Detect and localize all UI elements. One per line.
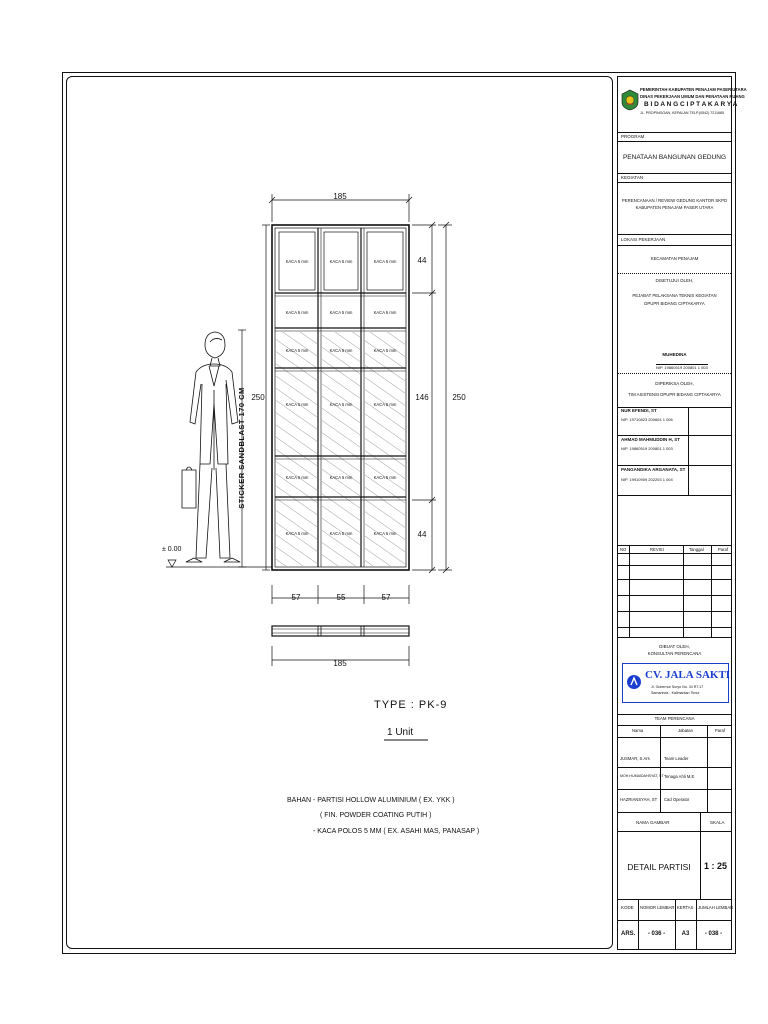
disetujui-label: DISETUJUI OLEH, bbox=[655, 278, 694, 283]
dimension-width-top-label: 185 bbox=[333, 192, 347, 201]
glass-label: KACA 5 mm bbox=[373, 259, 397, 264]
glass-label: KACA 5 mm bbox=[285, 348, 309, 353]
level-marker-icon bbox=[168, 560, 176, 567]
gov-line-1: PEMERINTAH KABUPATEN PENAJAM PASER UTARA bbox=[640, 87, 747, 92]
diperiksa-label: DIPERIKSA OLEH, bbox=[655, 381, 694, 386]
revision-col-no: NO bbox=[620, 547, 627, 552]
human-figure-icon bbox=[182, 332, 240, 562]
dimension-middle-label: 146 bbox=[415, 393, 429, 402]
team-col-jabatan: Jabatan bbox=[678, 728, 693, 733]
dibuat-label: DIBUAT OLEH, bbox=[659, 644, 690, 649]
dimension-height-left-label: 250 bbox=[251, 393, 265, 402]
pejabat-nip: NIP. 19860519 200801 1 003 bbox=[656, 365, 708, 370]
glass-label: KACA 5 mm bbox=[373, 348, 397, 353]
company-logo-box bbox=[622, 663, 729, 703]
level-label: ± 0.00 bbox=[162, 546, 182, 553]
regency-emblem-icon bbox=[621, 89, 639, 111]
dimension-top-row-label: 44 bbox=[417, 256, 427, 265]
team-1-name: JUSMAR, S.Ars bbox=[620, 756, 650, 761]
company-address-2: Samarinda - Kalimantan Timur bbox=[651, 691, 700, 695]
glass-label: KACA 5 mm bbox=[329, 259, 353, 264]
pejabat-line-2: DPUPR BIDANG CIPTAKARYA bbox=[644, 301, 705, 306]
dimension-col1-label: 57 bbox=[291, 593, 301, 602]
revision-col-revisi: REVISI bbox=[650, 547, 664, 552]
material-line-3: - KACA POLOS 5 MM ( EX. ASAHI MAS, PANASAP ) bbox=[313, 828, 480, 835]
lokasi-value: KECAMATAN PENAJAM bbox=[650, 256, 699, 261]
team-1-role: Team Leader bbox=[664, 756, 689, 761]
konsultan-label: KONSULTAN PERENCANA bbox=[647, 651, 702, 656]
glass-label: KACA 5 mm bbox=[329, 475, 353, 480]
glass-label: KACA 5 mm bbox=[329, 531, 353, 536]
partition-plan-section bbox=[272, 626, 409, 636]
nama-gambar-value: DETAIL PARTISI bbox=[627, 862, 691, 872]
jumlah-lembar-value: - 038 - bbox=[704, 931, 723, 937]
pejabat-line-1: PEJABAT PELAKSANA TEKNIS KEGIATAN bbox=[632, 293, 717, 298]
glass-label: KACA 5 mm bbox=[373, 402, 397, 407]
checker-3-nip: NIP. 19910909 202203 1 004 bbox=[621, 477, 673, 482]
unit-label: 1 Unit bbox=[387, 727, 414, 738]
kode-value: ARS. bbox=[621, 931, 636, 937]
team-2-role: Tenaga Ahli M.E bbox=[664, 774, 695, 779]
company-address-1: Jl. Gubernur Suryo No. 34 RT.17 bbox=[651, 685, 704, 689]
glass-label: KACA 5 mm bbox=[285, 475, 309, 480]
glass-label: KACA 5 mm bbox=[373, 531, 397, 536]
nama-gambar-label: NAMA GAMBAR bbox=[636, 820, 670, 825]
tim-asistensi-label: TIM ASISTENSI DPUPR BIDANG CIPTAKARYA bbox=[628, 392, 721, 397]
material-line-1: - PARTISI HOLLOW ALUMINIUM ( EX. YKK ) bbox=[313, 797, 455, 804]
glass-label: KACA 5 mm bbox=[285, 531, 309, 536]
dimension-height-right bbox=[438, 222, 452, 573]
checker-2-name: AHMAD MAHMUDDIN H, ST bbox=[621, 437, 680, 442]
gov-line-2: DINAS PEKERJAAN UMUM DAN PENATAAN RUANG bbox=[640, 94, 745, 99]
checker-3-name: PANGANDIKA ARGANATA, ST bbox=[621, 467, 686, 472]
program-value: PENATAAN BANGUNAN GEDUNG bbox=[622, 154, 727, 161]
glass-label: KACA 5 mm bbox=[329, 310, 353, 315]
revision-col-paraf: Paraf bbox=[718, 547, 729, 552]
team-3-role: Cad Operator bbox=[664, 797, 690, 802]
dimension-bottom-row-label: 44 bbox=[417, 530, 427, 539]
checker-1-name: NUR EFENDI, ST bbox=[621, 408, 657, 413]
skala-value: 1 : 25 bbox=[703, 861, 727, 871]
team-col-paraf: Paraf bbox=[715, 728, 726, 733]
team-3-name: HAZRIANSYAH, ST bbox=[620, 797, 658, 802]
kegiatan-label: KEGIATAN bbox=[621, 175, 644, 180]
gov-line-3: B I D A N G C I P T A K A R Y A bbox=[644, 101, 738, 108]
glass-label: KACA 5 mm bbox=[285, 402, 309, 407]
kegiatan-line-1: PERENCANAAN / REVIEW GEDUNG KANTOR SKPD bbox=[621, 198, 728, 203]
kegiatan-line-2: KABUPATEN PENAJAM PASER UTARA bbox=[635, 205, 714, 210]
type-label: TYPE : PK-9 bbox=[374, 699, 448, 711]
skala-label: SKALA bbox=[710, 820, 725, 825]
company-name: CV. JALA SAKTI bbox=[645, 669, 731, 681]
glass-label: KACA 5 mm bbox=[373, 475, 397, 480]
pejabat-name: MUHEDINA bbox=[662, 352, 687, 357]
dimension-width-bottom-label: 185 bbox=[333, 659, 347, 668]
nomor-lembar-value: - 036 - bbox=[647, 931, 666, 937]
team-label: TEAM PERENCANA bbox=[654, 716, 695, 721]
sticker-label: STICKER SANDBLAST 170 CM bbox=[237, 387, 246, 509]
company-logo-icon bbox=[626, 674, 642, 690]
material-heading: BAHAN bbox=[287, 797, 312, 804]
checker-2-nip: NIP. 19860519 200801 1 003 bbox=[621, 446, 673, 451]
glass-label: KACA 5 mm bbox=[285, 259, 309, 264]
gov-address: JL. PROPINGGAN, KEPALAN TELP.(0542) 7211665 bbox=[640, 111, 725, 115]
lokasi-label: LOKASI PEKERJAAN bbox=[621, 237, 666, 242]
kertas-label: KERTAS bbox=[677, 905, 694, 910]
dimension-col2-label: 55 bbox=[336, 593, 346, 602]
kertas-value: A3 bbox=[681, 931, 690, 937]
title-block bbox=[617, 76, 747, 950]
dimension-height-right-label: 250 bbox=[452, 393, 466, 402]
glass-label: KACA 5 mm bbox=[329, 402, 353, 407]
glass-label: KACA 5 mm bbox=[373, 310, 397, 315]
material-line-2: ( FIN. POWDER COATING PUTIH ) bbox=[320, 812, 432, 819]
dimension-col3-label: 57 bbox=[381, 593, 391, 602]
team-2-name: MOH.HUMAIDAHSYAT, ST bbox=[620, 774, 664, 778]
nomor-lembar-label: NOMOR LEMBAR bbox=[640, 905, 675, 910]
program-label: PROGRAM bbox=[621, 134, 645, 139]
glass-label: KACA 5 mm bbox=[285, 310, 309, 315]
kode-label: KODE bbox=[621, 905, 634, 910]
revision-col-tanggal: Tanggal bbox=[689, 547, 704, 552]
glass-label: KACA 5 mm bbox=[329, 348, 353, 353]
team-col-nama: Nama bbox=[632, 728, 644, 733]
jumlah-lembar-label: JUMLAH LEMBAR bbox=[698, 905, 734, 910]
checker-1-nip: NIP. 19710823 200604 1 006 bbox=[621, 417, 673, 422]
